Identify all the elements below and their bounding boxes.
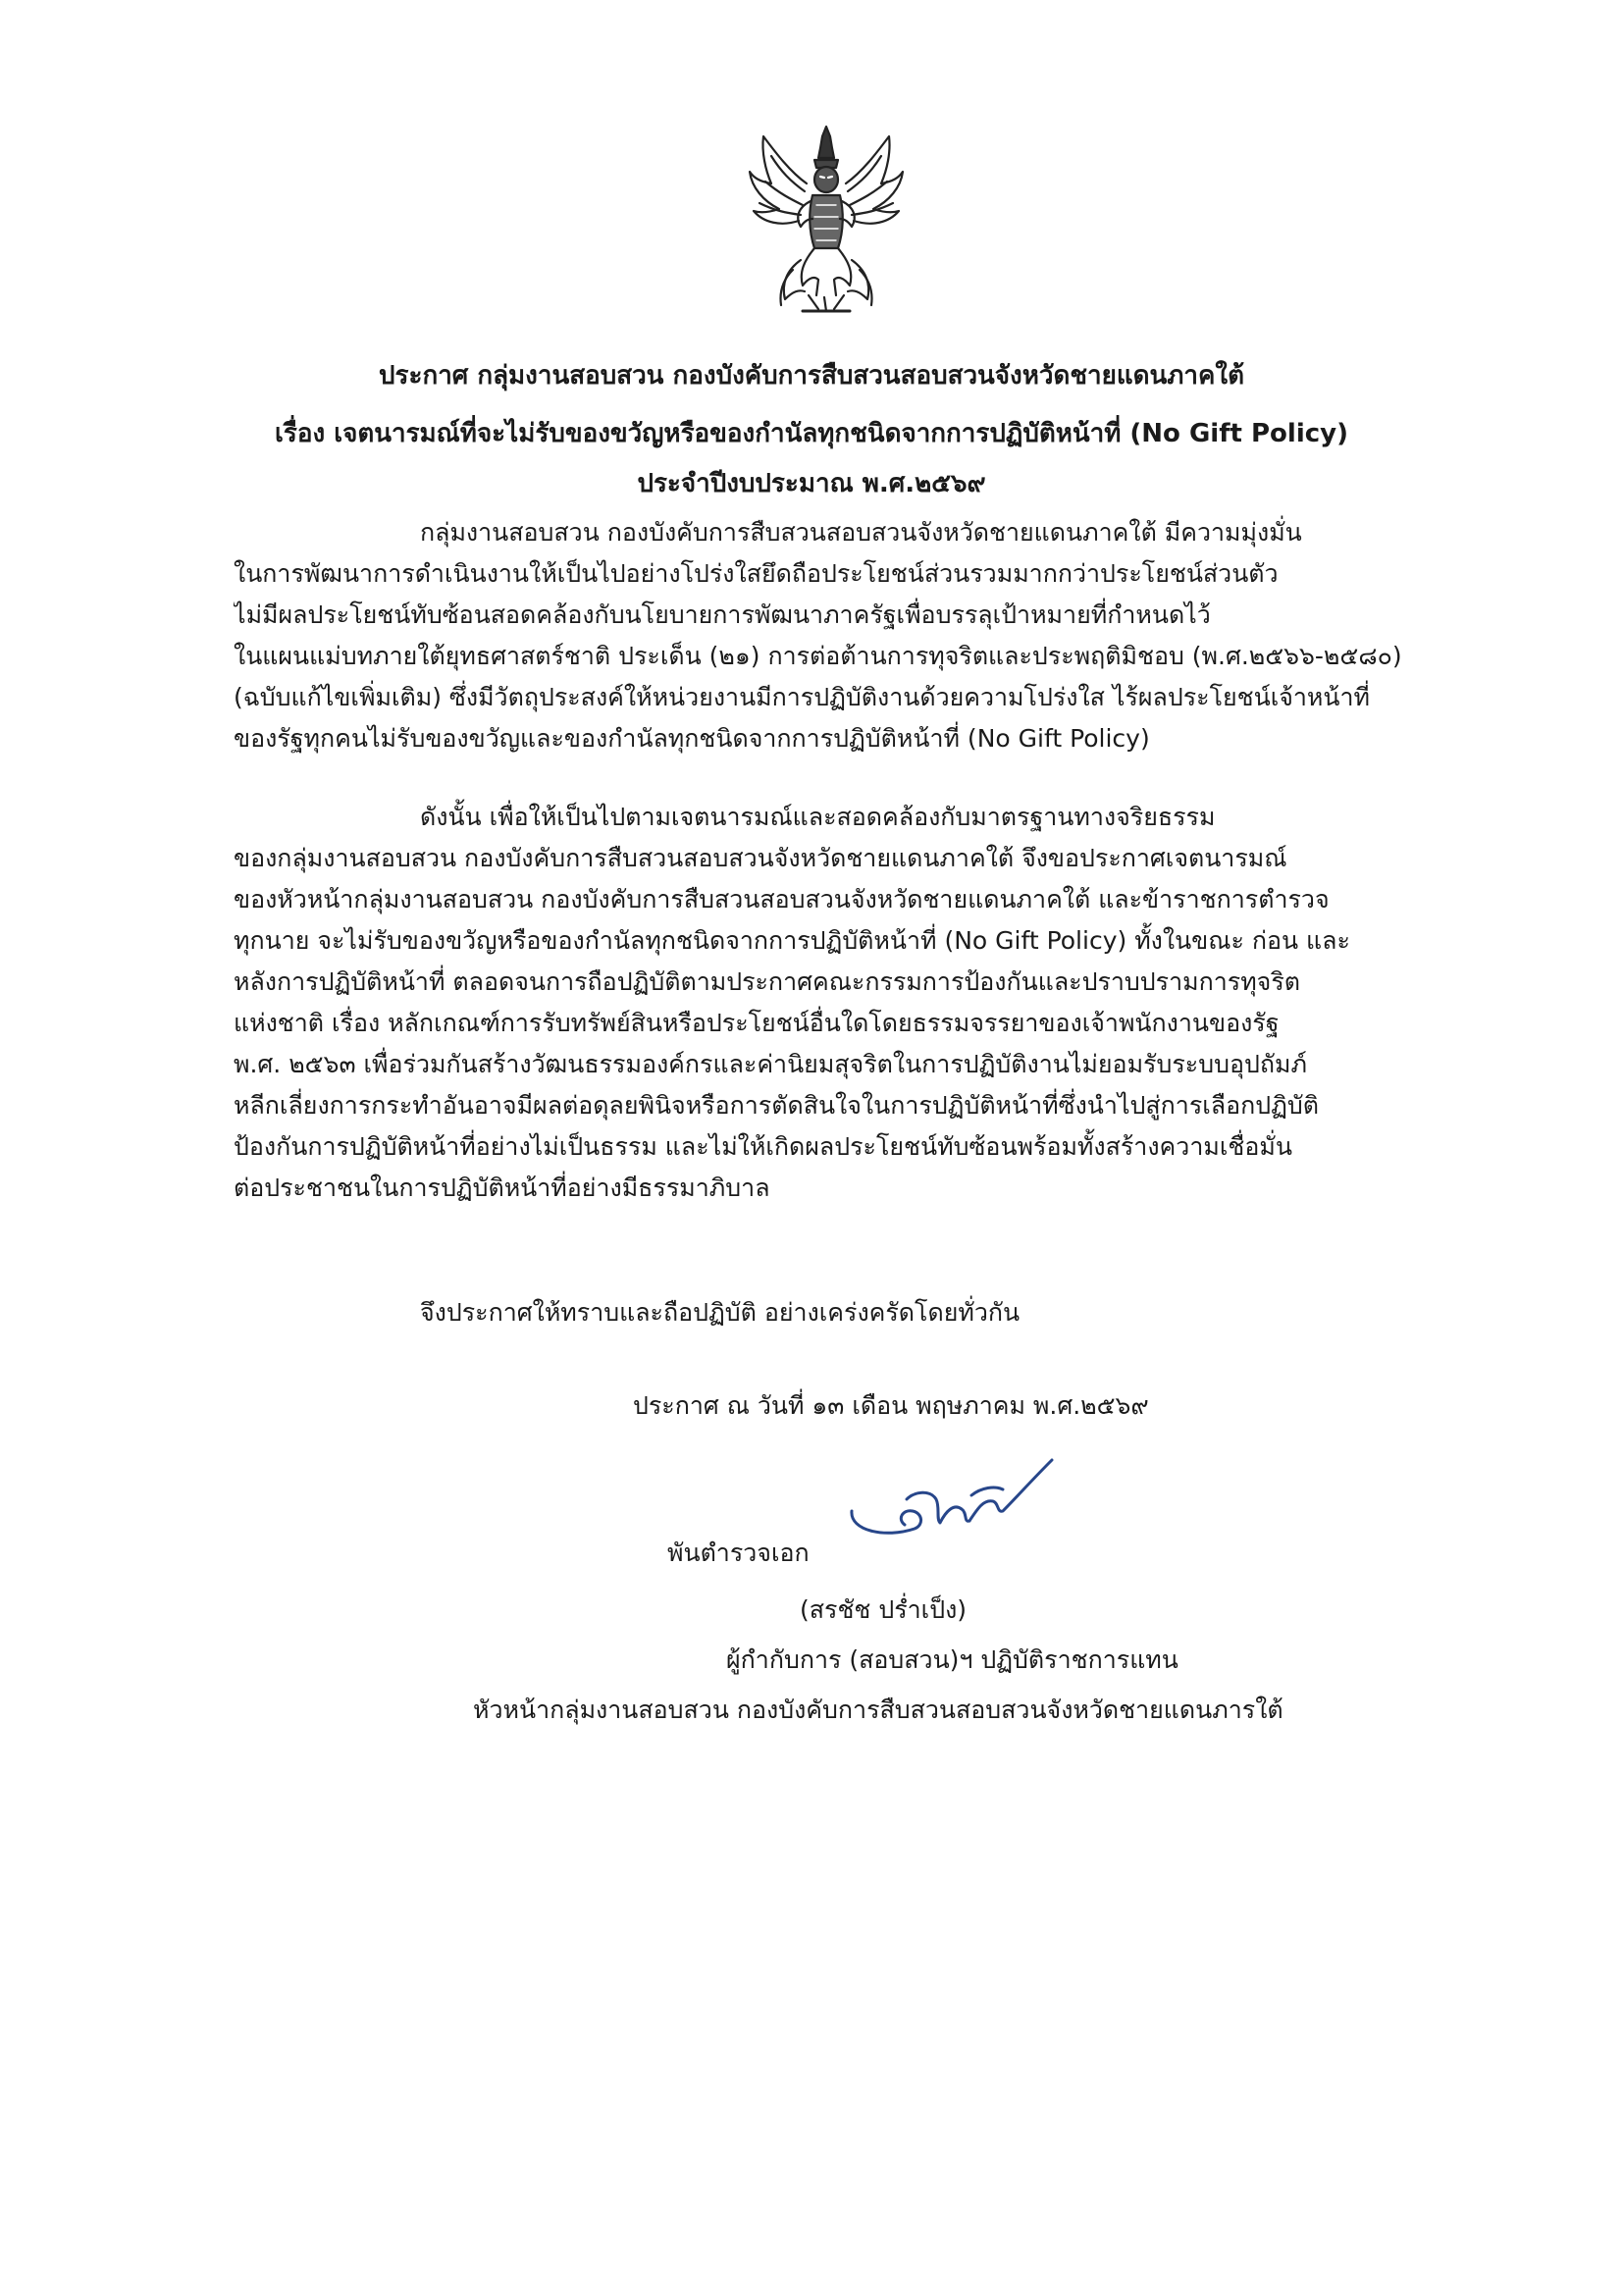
paragraph-line: กลุ่มงานสอบสวน กองบังคับการสืบสวนสอบสวนจังหวัดชายแดนภาคใต้ มีความมุ่งมั่น	[420, 518, 1302, 547]
signatory-position: ผู้กำกับการ (สอบสวน)ฯ ปฏิบัติราชการแทน	[726, 1645, 1178, 1674]
paragraph-line: ทุกนาย จะไม่รับของขวัญหรือของกำนัลทุกชนิดจากการปฏิบัติหน้าที่ (No Gift Policy) ทั้งในขณะ ก่อน และ	[234, 926, 1350, 955]
announcement-title: ประกาศ กลุ่มงานสอบสวน กองบังคับการสืบสวนสอบสวนจังหวัดชายแดนภาคใต้	[379, 361, 1244, 391]
paragraph-line: พ.ศ. ๒๕๖๓ เพื่อร่วมกันสร้างวัฒนธรรมองค์กรและค่านิยมสุจริตในการปฏิบัติงานไม่ยอมรับระบบอุปถัมภ์	[234, 1050, 1307, 1078]
announcement-date: ประกาศ ณ วันที่ ๑๓ เดือน พฤษภาคม พ.ศ.๒๕๖๙	[633, 1391, 1149, 1420]
closing-notice: จึงประกาศให้ทราบและถือปฏิบัติ อย่างเคร่งครัดโดยทั่วกัน	[420, 1298, 1021, 1327]
paragraph-line: ป้องกันการปฏิบัติหน้าที่อย่างไม่เป็นธรรม และไม่ให้เกิดผลประโยชน์ทับซ้อนพร้อมทั้งสร้างความเชื่อมั่น	[234, 1132, 1292, 1161]
handwritten-signature	[846, 1440, 1062, 1548]
signatory-rank: พันตำรวจเอก	[667, 1539, 810, 1567]
signatory-unit: หัวหน้ากลุ่มงานสอบสวน กองบังคับการสืบสวนสอบสวนจังหวัดชายแดนภารใต้	[473, 1696, 1283, 1724]
paragraph-line: ต่อประชาชนในการปฏิบัติหน้าที่อย่างมีธรรมาภิบาล	[234, 1174, 770, 1202]
subject-line: เรื่อง เจตนารมณ์ที่จะไม่รับของขวัญหรือของกำนัลทุกชนิดจากการปฏิบัติหน้าที่ (No Gift Policy)	[274, 419, 1348, 448]
paragraph-line: หลีกเลี่ยงการกระทำอันอาจมีผลต่อดุลยพินิจหรือการตัดสินใจในการปฏิบัติหน้าที่ซึ่งนำไปสู่การเลือกปฏิบัติ	[234, 1091, 1320, 1120]
signatory-name: (สรชัช ปร่ำเป็ง)	[800, 1595, 968, 1624]
paragraph-line: หลังการปฏิบัติหน้าที่ ตลอดจนการถือปฏิบัติตามประกาศคณะกรรมการป้องกันและปราบปรามการทุจริต	[234, 967, 1300, 996]
paragraph-line: ของหัวหน้ากลุ่มงานสอบสวน กองบังคับการสืบสวนสอบสวนจังหวัดชายแดนภาคใต้ และข้าราชการตำรวจ	[234, 885, 1330, 913]
paragraph-line: ในแผนแม่บทภายใต้ยุทธศาสตร์ชาติ ประเด็น (๒๑) การต่อต้านการทุจริตและประพฤติมิชอบ (พ.ศ.๒๕๖๖-๒๕๘๐)	[234, 642, 1402, 670]
paragraph-line: ของกลุ่มงานสอบสวน กองบังคับการสืบสวนสอบสวนจังหวัดชายแดนภาคใต้ จึงขอประกาศเจตนารมณ์	[234, 844, 1287, 872]
paragraph-line: ของรัฐทุกคนไม่รับของขวัญและของกำนัลทุกชนิดจากการปฏิบัติหน้าที่ (No Gift Policy)	[234, 724, 1150, 753]
body-paragraph-2	[234, 797, 1455, 1209]
paragraph-line: ไม่มีผลประโยชน์ทับซ้อนสอดคล้องกับนโยบายการพัฒนาภาครัฐเพื่อบรรลุเป้าหมายที่กำหนดไว้	[234, 600, 1211, 629]
paragraph-line: แห่งชาติ เรื่อง หลักเกณฑ์การรับทรัพย์สินหรือประโยชน์อื่นใดโดยธรรมจรรยาของเจ้าพนักงานของรัฐ	[234, 1009, 1280, 1037]
paragraph-line: (ฉบับแก้ไขเพิ่มเติม) ซึ่งมีวัตถุประสงค์ให้หน่วยงานมีการปฏิบัติงานด้วยความโปร่งใส ไร้ผลประโยชน์เจ้าหน้าที่	[234, 683, 1371, 711]
paragraph-line: ดังนั้น เพื่อให้เป็นไปตามเจตนารมณ์และสอดคล้องกับมาตรฐานทางจริยธรรม	[420, 803, 1216, 831]
garuda-emblem-icon	[746, 123, 908, 314]
fiscal-year-line: ประจำปีงบประมาณ พ.ศ.๒๕๖๙	[637, 469, 986, 498]
paragraph-line: ในการพัฒนาการดำเนินงานให้เป็นไปอย่างโปร่งใสยึดถือประโยชน์ส่วนรวมมากกว่าประโยชน์ส่วนตัว	[234, 559, 1279, 588]
body-paragraph-1	[234, 512, 1455, 759]
